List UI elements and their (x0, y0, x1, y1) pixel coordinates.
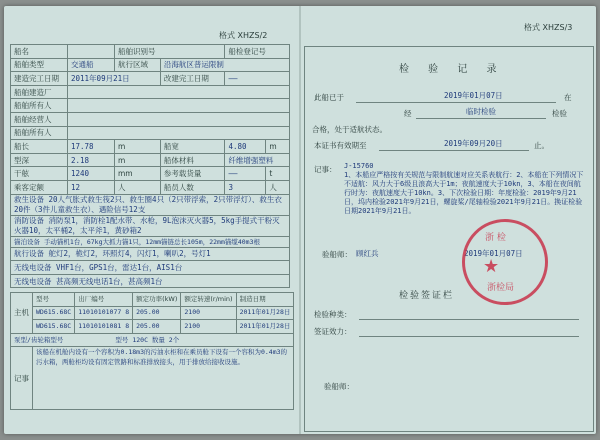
table-row: WD615.68C 11010101081 8 205.00 2100 2011年01月28日 (11, 320, 294, 334)
navigation-equipment: 航行设备 舵灯2，桅灯2，环照灯4，闪灯1，喇叭2，号灯1 (11, 247, 290, 261)
right-format-code: 格式 XHZS/3 (524, 23, 573, 32)
passenger-capacity: 12 (68, 180, 115, 194)
ship-length: 17.78 (68, 140, 115, 154)
navigation-area: 沿海航区普运限制 (160, 58, 289, 72)
rebuild-date: —— (225, 72, 290, 86)
builder-label: 船舶建造厂 (11, 85, 68, 99)
ship-depth: 2.18 (68, 153, 115, 167)
cert-no-label: 船检登记号 (225, 45, 290, 59)
anchor-equipment: 锚泊设备 手动锚机1台，67kg大抓力锚1只，12mm锚链总长105m，22mm锚缆40m3根 (11, 236, 290, 247)
engine-section-label: 主机 (11, 293, 33, 334)
page-fold (299, 6, 301, 434)
inspection-record-title: 检 验 记 录 (399, 64, 505, 75)
official-seal: 浙 检 ★ 浙检局 (462, 219, 548, 305)
ship-type: 交通船 (68, 58, 115, 72)
pump-gearbox: 泵型/齿轮箱型号 型号 120C 数量 2个 (11, 333, 294, 347)
owner-label: 船舶所有人 (11, 126, 68, 140)
build-date: 2011年09月21日 (68, 72, 161, 86)
inspection-type: 临时检验 (466, 107, 496, 116)
inspection-remark: J-15760 1、本船应严格按有关规范与限制航速对应关系表航行：2、本船在下列情况下不适航：风力大于6级且浪高大于1m；夜航速度大于10kn，3、本船在夜间航行时为：夜航速度大于10kn。3、下次检验日期：年度检验：2019年9月21日，坞内检验2021年9月21日，螺旋桨/尾轴检验2021年9月21日。换证检验日期2021年9月21日。 (344, 162, 584, 215)
freeboard: 1240 (68, 167, 115, 181)
operator-label: 船舶经营人 (11, 112, 68, 126)
remark-label: 记事 (11, 347, 33, 410)
crew-count: 3 (225, 180, 266, 194)
ship-id-label: 船舶识别号 (115, 45, 225, 59)
inspection-date: 2019年01月07日 (444, 91, 503, 100)
table-row: WD615.68C 11010101077 8 205.00 2100 2011年01月28日 (11, 306, 294, 320)
left-format-code: 格式 XHZS/2 (219, 31, 268, 40)
sign-date: 2019年01月07日 (464, 249, 523, 258)
hull-material: 纤维增强塑料 (225, 153, 290, 167)
cargo-capacity: —— (225, 167, 266, 181)
inspector-signature: 顾红兵 (356, 249, 379, 258)
owner-short-label: 船舶所有人 (11, 99, 68, 113)
endorsement-title: 检验签证栏 (399, 291, 455, 301)
lifesaving-equipment: 救生设备 20人气胀式救生筏2只、救生圈4只（2只带浮索，2只带浮灯）、救生衣20件（3件儿童救生衣）、遇险信号12支 (11, 194, 290, 215)
ship-name-label: 船名 (11, 45, 68, 59)
ship-width: 4.80 (225, 140, 266, 154)
inspection-record-panel (304, 46, 594, 432)
radio-equipment: 无线电设备 VHF1台，GPS1台，雷达1台，AIS1台 (11, 261, 290, 275)
remark-text: 该船在机舱内设有一个容积为0.18m3的污油水柜和在乘员舱下设有一个容积为0.4m3的污水箱，两舱柜均设有固定管路和标准排放接头，用于排放给接收设施。 (33, 347, 294, 410)
ship-particulars-table: 船名 船舶识别号 船检登记号 船舶类型 交通船 航行区域 沿海航区普运限制 建造完工日期 2011年09月21日 改建完工日期 —— 船舶建造厂 船舶所有人 船舶经营人 船舶所有人 船长 17.78 m 船宽 4.80 m 型深 2.18 m 船体材料 纤维增强塑料 干舷 1240 mm 参考载货量 —— t 乘客定额 12 人 船员人数 3 人 救生设备 20人气胀式救生筏2只、救生圈4只（2只带浮索，2只带浮灯）、救生衣20件（3件儿童救生衣）、遇险信号12支 消防设备 消防泵1，消防栓1配水带、水枪，9L泡沫灭火器5，5kg手提式干粉灭火器10，太平桶2，太平斧1，黄砂箱2 锚泊设备 手动锚机1台，67kg大抓力锚1只，12mm锚链总长105m，22mm锚缆40m3根 航行设备 舵灯2，桅灯2，环照灯4，闪灯1，喇叭2，号灯1 无线电设备 VHF1台，GPS1台，雷达1台，AIS1台 无线电设备 甚高频无线电话1台，甚高频1台 (10, 44, 290, 288)
engine-table: 主机 型号 出厂编号 额定功率(kW) 额定转速(r/min) 制造日期 WD615.68C 11010101077 8 205.00 2100 2011年01月28日 WD615.68C 11010101081 8 205.00 2100 2011年01月28日 泵型/齿轮箱型号 型号 120C 数量 2个 记事 该船在机舱内设有一个容积为0.18m3的污油水柜和在乘员舱下设有一个容积为0.4m3的污水箱，两舱柜均设有固定管路和标准排放接头，用于排放给接收设施。 (10, 292, 294, 410)
communication-equipment: 无线电设备 甚高频无线电话1台，甚高频1台 (11, 274, 290, 288)
certificate-sheet: 格式 XHZS/2 格式 XHZS/3 船名 船舶识别号 船检登记号 船舶类型 交通船 航行区域 沿海航区普运限制 建造完工日期 2011年09月21日 改建完工日期 —— 船舶建造厂 船舶所有人 船舶经营人 船舶所有人 船长 17.78 m 船宽 4.80 m 型深 2.18 m 船体材料 纤维增强塑料 干舷 1240 mm 参考载货量 —— t 乘客定额 12 人 船员人数 3 人 救生设备 20人气胀式救生筏2只、救生圈4只（2只带浮索，2只带浮灯）、救生衣20件（3件儿童救生衣）、遇险信号12支 消防设备 消防泵1，消防栓1配水带、水枪，9L泡沫灭火器5，5kg手提式干粉灭火器10，太平桶2，太平斧1，黄砂箱2 锚泊设备 手动锚机1台，67kg大抓力锚1只，12mm锚链总长105m，22mm锚缆40m3根 航行设备 舵灯2，桅灯2，环照灯4，闪灯1，喇叭2，号灯1 无线电设备 VHF1台，GPS1台，雷达1台，AIS1台 无线电设备 甚高频无线电话1台，甚高频1台 主机 型号 出厂编号 额定功率(kW) 额定转速(r/min) 制造日期 WD615.68C 11010101077 8 205.00 2100 2011年01月28日 WD615.68C 11010101081 8 205.00 2100 2011年01月28日 泵型/齿轮箱型号 型号 120C 数量 2个 记事 该船在机舱内设有一个容积为0.18m3的污油水柜和在乘员舱下设有一个容积为0.4m3的污水箱，两舱柜均设有固定管路和标准排放接头，用于排放给接收设施。 检 验 记 录 此船已于 2019年01月07日 在 经 临时检验 检验 合格，处于适航状态。 本证书有效期至 2019年09月20日 止。 记事： J-15760 1、本船应严格按有关规范与限制航速对应关系表航行：2、本船在下列情况下不适航：风力大于6级且浪高大于1m；夜航速度大于10kn，3、本船在夜间航行时为：夜航速度大于10kn。3、下次检验日期：年度检验：2019年9月21日，坞内检验2021年9月21日，螺旋桨/尾轴检验2021年9月21日。换证检验日期2021年9月21日。 验船师： 顾红兵 2019年01月07日 浙 检 ★ 浙检局 检验签证栏 检验种类： 签证效力： 验船师： (4, 6, 596, 434)
fire-equipment: 消防设备 消防泵1，消防栓1配水带、水枪，9L泡沫灭火器5，5kg手提式干粉灭火器10，太平桶2，太平斧1，黄砂箱2 (11, 215, 290, 236)
validity-date: 2019年09月20日 (444, 139, 503, 148)
